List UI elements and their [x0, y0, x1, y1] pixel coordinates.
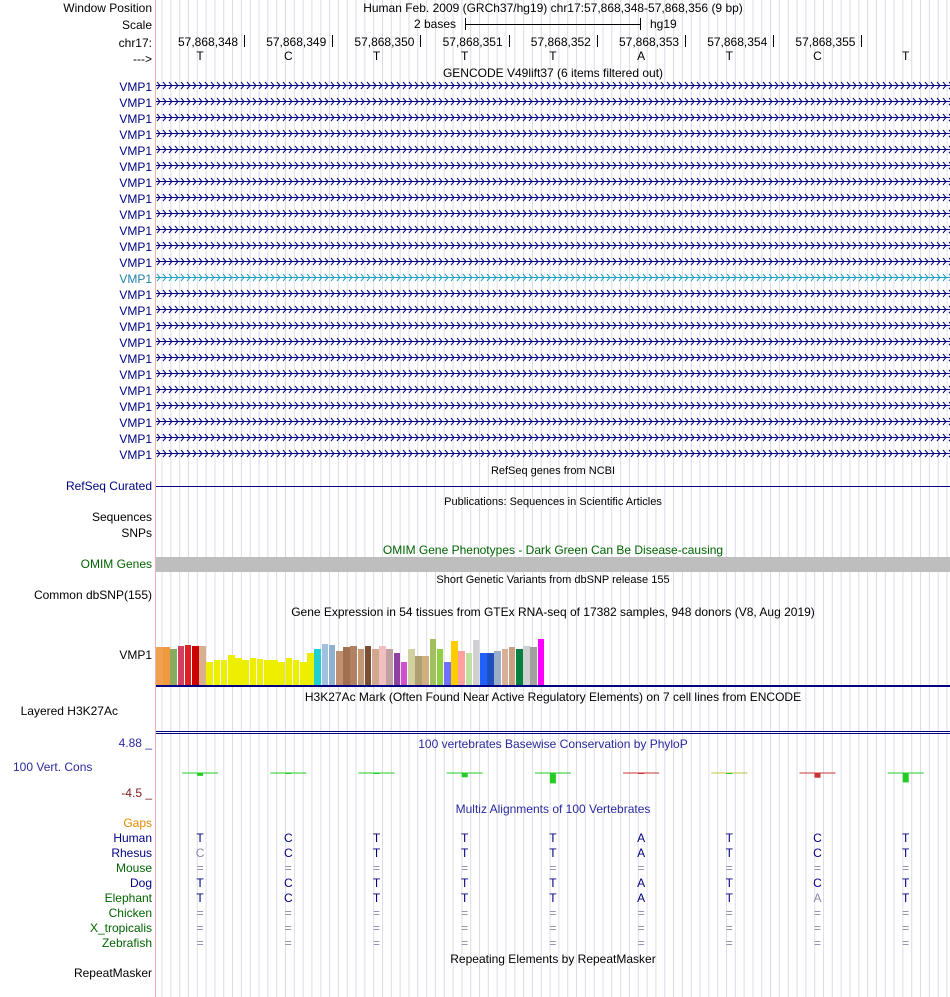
gencode-transcript-feature[interactable]	[156, 145, 950, 154]
h3k27ac-label[interactable]: Layered H3K27Ac	[20, 704, 118, 718]
gtex-title[interactable]: Gene Expression in 54 tissues from GTEx RNA-seq of 17382 samples, 948 donors (V8, Aug 2019)	[291, 605, 815, 619]
gtex-tissue-bar[interactable]	[394, 653, 401, 685]
phylop-score-bar	[197, 773, 203, 776]
multiz-base: C	[813, 846, 822, 860]
gencode-transcript-label[interactable]: VMP1	[119, 448, 152, 462]
gencode-transcript-feature[interactable]	[156, 177, 950, 186]
multiz-base: A	[637, 846, 646, 860]
repeatmasker-title[interactable]: Repeating Elements by RepeatMasker	[450, 952, 656, 966]
phylop-score-bar	[285, 773, 291, 774]
gtex-tissue-bar[interactable]	[451, 641, 458, 685]
multiz-base: =	[637, 906, 645, 920]
base-letter: A	[637, 49, 646, 63]
gencode-transcript-line	[156, 389, 950, 390]
multiz-base: T	[549, 831, 557, 845]
gencode-transcript-label[interactable]: VMP1	[119, 320, 152, 334]
multiz-base: =	[902, 906, 910, 920]
multiz-base: T	[461, 891, 469, 905]
position-label: 57,868,355	[795, 35, 856, 49]
gencode-transcript-label[interactable]: VMP1	[119, 176, 152, 190]
gencode-transcript-label[interactable]: VMP1	[119, 192, 152, 206]
gtex-tissue-bar[interactable]	[430, 639, 437, 685]
omim-label[interactable]: OMIM Genes	[80, 557, 152, 571]
position-label: 57,868,354	[707, 35, 768, 49]
multiz-base: =	[196, 861, 204, 875]
multiz-base: T	[549, 891, 557, 905]
multiz-base: T	[725, 846, 733, 860]
multiz-base: =	[725, 936, 733, 950]
gencode-transcript-label[interactable]: VMP1	[119, 240, 152, 254]
chrom-label: chr17:	[118, 36, 152, 50]
scale-bar	[465, 18, 641, 30]
multiz-base: C	[813, 876, 822, 890]
gencode-transcript-line	[156, 309, 950, 310]
gtex-tissue-bar[interactable]	[192, 646, 199, 685]
multiz-base: =	[725, 906, 733, 920]
gencode-transcript-feature[interactable]	[156, 193, 950, 202]
gencode-transcript-feature[interactable]	[156, 401, 950, 410]
gencode-transcript-line	[156, 181, 950, 182]
phylop-score-bar	[462, 773, 468, 777]
gencode-transcript-label[interactable]: VMP1	[119, 128, 152, 142]
multiz-base: T	[372, 846, 381, 860]
gencode-transcript-feature[interactable]	[156, 417, 950, 426]
dbsnp-title[interactable]: Short Genetic Variants from dbSNP release 155	[436, 574, 670, 586]
position-label: 57,868,349	[266, 35, 327, 49]
h3k27ac-line-2	[156, 733, 950, 734]
gencode-transcript-feature[interactable]	[156, 161, 950, 170]
position-label: 57,868,352	[530, 35, 591, 49]
gencode-transcript-line	[156, 277, 950, 278]
gencode-transcript-feature[interactable]	[156, 273, 950, 282]
multiz-base: C	[195, 846, 205, 860]
gencode-transcript-label[interactable]: VMP1	[119, 160, 152, 174]
h3k27ac-line-1	[156, 731, 950, 732]
gtex-tissue-bar[interactable]	[386, 649, 393, 685]
multiz-base: =	[725, 861, 733, 875]
base-letter: T	[372, 49, 381, 63]
gtex-tissue-bar[interactable]	[163, 647, 170, 685]
gencode-transcript-line	[156, 213, 950, 214]
gtex-tissue-bar[interactable]	[358, 649, 365, 685]
gencode-transcript-label[interactable]: VMP1	[119, 288, 152, 302]
h3k27ac-title[interactable]: H3K27Ac Mark (Often Found Near Active Regulatory Elements) on 7 cell lines from ENCODE	[304, 690, 802, 704]
gencode-transcript-line	[156, 373, 950, 374]
gtex-tissue-bar[interactable]	[538, 639, 545, 685]
track-left-border	[155, 0, 156, 997]
gtex-tissue-bar[interactable]	[286, 658, 293, 685]
multiz-species-label[interactable]: X_tropicalis	[89, 921, 152, 935]
gencode-transcript-line	[156, 261, 950, 262]
base-letter: T	[549, 49, 557, 63]
gtex-tissue-bar[interactable]	[250, 658, 257, 685]
omim-bar[interactable]	[156, 557, 950, 572]
base-letter: T	[461, 49, 469, 63]
multiz-base: T	[902, 891, 910, 905]
gtex-tissue-bar[interactable]	[444, 662, 451, 685]
multiz-base: =	[725, 921, 733, 935]
phylop-score-bar	[903, 773, 909, 782]
position-tick	[685, 35, 686, 47]
gencode-transcript-line	[156, 341, 950, 342]
gtex-tissue-bar[interactable]	[530, 647, 537, 685]
multiz-base: T	[902, 846, 910, 860]
gtex-expression-chart[interactable]	[156, 620, 556, 685]
gencode-transcript-label[interactable]: VMP1	[119, 112, 152, 126]
base-letter: C	[283, 49, 293, 63]
dbsnp-label[interactable]: Common dbSNP(155)	[33, 588, 152, 602]
multiz-base: T	[902, 831, 910, 845]
gencode-transcript-label[interactable]: VMP1	[119, 432, 152, 446]
multiz-base: T	[549, 876, 557, 890]
gtex-tissue-bar[interactable]	[322, 644, 329, 685]
multiz-base: T	[196, 891, 204, 905]
multiz-base: T	[461, 846, 469, 860]
multiz-base: T	[725, 876, 733, 890]
multiz-species-label[interactable]: Mouse	[115, 861, 152, 875]
phylop-score-bar	[550, 773, 556, 783]
gtex-tissue-bar[interactable]	[473, 640, 480, 685]
gtex-tissue-bar[interactable]	[257, 659, 264, 685]
gencode-transcript-line	[156, 293, 950, 294]
gencode-transcript-feature[interactable]	[156, 305, 950, 314]
gtex-tissue-bar[interactable]	[307, 653, 314, 685]
gtex-tissue-bar[interactable]	[509, 647, 516, 685]
gtex-tissue-bar[interactable]	[170, 649, 177, 685]
multiz-base: =	[902, 936, 910, 950]
position-label: 57,868,348	[178, 35, 239, 49]
gencode-transcript-label[interactable]: VMP1	[119, 384, 152, 398]
refseq-line[interactable]	[156, 486, 950, 487]
gtex-tissue-bar[interactable]	[271, 660, 278, 685]
position-label: 57,868,353	[619, 35, 680, 49]
gtex-tissue-bar[interactable]	[523, 646, 530, 685]
gencode-transcript-feature[interactable]	[156, 433, 950, 442]
position-tick	[597, 35, 598, 47]
multiz-species-label[interactable]: Rhesus	[111, 846, 152, 860]
multiz-base: A	[813, 891, 822, 905]
gencode-transcript-line	[156, 405, 950, 406]
multiz-base: =	[196, 921, 204, 935]
gtex-tissue-bar[interactable]	[502, 649, 509, 685]
gencode-transcript-label[interactable]: VMP1	[119, 336, 152, 350]
multiz-base: =	[813, 861, 821, 875]
gtex-tissue-bar[interactable]	[242, 660, 249, 685]
gtex-tissue-bar[interactable]	[336, 651, 343, 685]
gencode-transcript-feature[interactable]	[156, 385, 950, 394]
gencode-transcript-line	[156, 197, 950, 198]
multiz-base: =	[902, 861, 910, 875]
multiz-base: T	[372, 831, 381, 845]
multiz-base: =	[637, 936, 645, 950]
gencode-transcript-line	[156, 325, 950, 326]
gencode-transcript-line	[156, 437, 950, 438]
gtex-tissue-bar[interactable]	[206, 662, 213, 685]
repeatmasker-label[interactable]: RepeatMasker	[73, 966, 152, 980]
gtex-tissue-bar[interactable]	[235, 658, 242, 685]
multiz-base: T	[372, 876, 381, 890]
phylop-label[interactable]: 100 Vert. Cons	[13, 760, 93, 774]
gtex-tissue-bar[interactable]	[401, 662, 408, 685]
gtex-tissue-bar[interactable]	[487, 653, 494, 685]
gtex-tissue-bar[interactable]	[480, 653, 487, 685]
gtex-tissue-bar[interactable]	[214, 660, 221, 685]
multiz-base: T	[196, 876, 204, 890]
multiz-base: =	[461, 906, 469, 920]
gencode-transcript-line	[156, 85, 950, 86]
gtex-tissue-bar[interactable]	[422, 656, 429, 685]
gencode-transcript-line	[156, 453, 950, 454]
gtex-tissue-bar[interactable]	[437, 649, 444, 685]
gencode-transcript-feature[interactable]	[156, 97, 950, 106]
gtex-tissue-bar[interactable]	[329, 645, 336, 685]
gencode-transcript-label[interactable]: VMP1	[119, 208, 152, 222]
gtex-tissue-bar[interactable]	[293, 660, 300, 685]
gencode-transcript-label[interactable]: VMP1	[119, 144, 152, 158]
phylop-score-bar	[374, 773, 380, 774]
gtex-tissue-bar[interactable]	[343, 647, 350, 685]
multiz-species-label[interactable]: Chicken	[108, 906, 152, 920]
phylop-ymin: -4.5 _	[121, 786, 152, 800]
phylop-score-bar	[638, 773, 644, 774]
gtex-tissue-bar[interactable]	[178, 646, 185, 685]
gencode-transcript-label[interactable]: VMP1	[119, 304, 152, 318]
position-tick	[244, 35, 245, 47]
gencode-transcript-line	[156, 149, 950, 150]
gtex-tissue-bar[interactable]	[379, 646, 386, 685]
gencode-transcript-feature[interactable]	[156, 449, 950, 458]
gtex-tissue-bar[interactable]	[458, 651, 465, 685]
multiz-base: T	[461, 831, 469, 845]
multiz-base: T	[461, 876, 469, 890]
gencode-transcript-label[interactable]: VMP1	[119, 80, 152, 94]
multiz-species-label[interactable]: Elephant	[104, 891, 152, 905]
base-letter: C	[813, 49, 822, 63]
gencode-transcript-feature[interactable]	[156, 225, 950, 234]
multiz-base: =	[813, 936, 821, 950]
gencode-transcript-feature[interactable]	[156, 241, 950, 250]
multiz-base: C	[283, 876, 293, 890]
refseq-title[interactable]: RefSeq genes from NCBI	[490, 465, 616, 477]
multiz-base: =	[549, 921, 557, 935]
multiz-base: A	[637, 831, 646, 845]
gencode-transcript-label[interactable]: VMP1	[119, 256, 152, 270]
gencode-transcript-line	[156, 117, 950, 118]
multiz-base: =	[549, 861, 557, 875]
gencode-transcript-line	[156, 245, 950, 246]
multiz-base: =	[813, 906, 821, 920]
gencode-transcript-label[interactable]: VMP1	[119, 224, 152, 238]
gencode-transcript-label[interactable]: VMP1	[119, 352, 152, 366]
scale-text: 2 bases	[414, 17, 457, 31]
multiz-base: =	[196, 936, 204, 950]
base-letter: T	[196, 49, 204, 63]
scale-db: hg19	[650, 17, 677, 31]
window-position-label: Window Position	[63, 1, 152, 15]
gencode-transcript-line	[156, 101, 950, 102]
assembly-title: Human Feb. 2009 (GRCh37/hg19) chr17:57,868,348-57,868,356 (9 bp)	[363, 1, 743, 15]
gencode-transcript-feature[interactable]	[156, 257, 950, 266]
multiz-base: T	[725, 831, 733, 845]
gencode-transcript-label[interactable]: VMP1	[119, 368, 152, 382]
gencode-transcript-feature[interactable]	[156, 289, 950, 298]
multiz-base: =	[637, 921, 645, 935]
gtex-tissue-bar[interactable]	[221, 660, 228, 685]
gtex-tissue-bar[interactable]	[314, 649, 321, 685]
gtex-tissue-bar[interactable]	[228, 655, 235, 685]
multiz-base: A	[637, 891, 646, 905]
phylop-plot[interactable]	[156, 750, 950, 800]
strand-label: --->	[133, 52, 152, 66]
gtex-tissue-bar[interactable]	[199, 646, 206, 685]
gencode-transcript-label[interactable]: VMP1	[119, 272, 152, 286]
multiz-base: =	[372, 906, 380, 920]
base-letter: T	[902, 49, 910, 63]
position-label: 57,868,351	[442, 35, 503, 49]
multiz-base: T	[372, 891, 381, 905]
gtex-tissue-bar[interactable]	[372, 649, 379, 685]
multiz-base: =	[372, 921, 380, 935]
multiz-species-label[interactable]: Zebrafish	[101, 936, 152, 950]
gtex-tissue-bar[interactable]	[365, 646, 372, 685]
gencode-transcript-line	[156, 133, 950, 134]
gencode-transcript-feature[interactable]	[156, 337, 950, 346]
gtex-gene-label[interactable]: VMP1	[119, 648, 152, 662]
multiz-base: T	[902, 876, 910, 890]
multiz-base: =	[284, 936, 292, 950]
gencode-transcript-line	[156, 229, 950, 230]
gtex-tissue-bar[interactable]	[156, 647, 163, 685]
gencode-transcript-feature[interactable]	[156, 321, 950, 330]
gtex-tissue-bar[interactable]	[185, 645, 192, 685]
gtex-tissue-bar[interactable]	[494, 651, 501, 685]
multiz-base: =	[284, 861, 292, 875]
gtex-tissue-bar[interactable]	[466, 653, 473, 685]
multiz-base: =	[637, 861, 645, 875]
multiz-base: =	[813, 921, 821, 935]
multiz-base: T	[725, 891, 733, 905]
gencode-transcript-line	[156, 421, 950, 422]
base-letter: T	[725, 49, 733, 63]
gencode-transcript-feature[interactable]	[156, 129, 950, 138]
multiz-base: =	[902, 921, 910, 935]
multiz-base: T	[549, 846, 557, 860]
multiz-base: C	[813, 831, 822, 845]
multiz-title[interactable]: Multiz Alignments of 100 Vertebrates	[455, 802, 651, 816]
gencode-transcript-line	[156, 357, 950, 358]
gtex-tissue-bar[interactable]	[415, 656, 422, 685]
multiz-base: C	[283, 891, 293, 905]
gtex-tissue-bar[interactable]	[300, 662, 307, 685]
gencode-transcript-label[interactable]: VMP1	[119, 96, 152, 110]
gtex-tissue-bar[interactable]	[408, 649, 415, 685]
phylop-score-bar	[815, 773, 821, 778]
scale-label: Scale	[121, 18, 152, 32]
gencode-transcript-feature[interactable]	[156, 353, 950, 362]
gtex-tissue-bar[interactable]	[264, 660, 271, 685]
gencode-transcript-feature[interactable]	[156, 209, 950, 218]
gtex-tissue-bar[interactable]	[350, 646, 357, 685]
multiz-base: C	[283, 846, 293, 860]
multiz-base: =	[461, 936, 469, 950]
multiz-base: C	[283, 831, 293, 845]
multiz-species-label[interactable]: Human	[113, 831, 152, 845]
gencode-transcript-feature[interactable]	[156, 369, 950, 378]
multiz-base: =	[196, 906, 204, 920]
position-tick	[332, 35, 333, 47]
gtex-tissue-bar[interactable]	[516, 649, 523, 685]
refseq-label[interactable]: RefSeq Curated	[65, 479, 152, 493]
position-tick	[773, 35, 774, 47]
gtex-baseline	[156, 685, 950, 687]
omim-title[interactable]: OMIM Gene Phenotypes - Dark Green Can Be Disease-causing	[382, 543, 724, 557]
publications-snps-label[interactable]: SNPs	[121, 526, 152, 540]
gencode-title[interactable]: GENCODE V49lift37 (6 items filtered out)	[442, 66, 664, 80]
multiz-base: A	[637, 876, 646, 890]
multiz-base: =	[284, 921, 292, 935]
multiz-base: =	[461, 921, 469, 935]
phylop-title[interactable]: 100 vertebrates Basewise Conservation by PhyloP	[418, 737, 688, 751]
gencode-transcript-label[interactable]: VMP1	[119, 416, 152, 430]
multiz-gaps-label[interactable]: Gaps	[123, 816, 152, 830]
multiz-base: =	[372, 936, 380, 950]
phylop-ymax: 4.88 _	[118, 736, 152, 750]
multiz-base: =	[372, 861, 380, 875]
multiz-base: =	[549, 906, 557, 920]
publications-sequences-label[interactable]: Sequences	[91, 510, 152, 524]
multiz-base: =	[461, 861, 469, 875]
position-tick	[509, 35, 510, 47]
gencode-transcript-label[interactable]: VMP1	[119, 400, 152, 414]
multiz-base: T	[196, 831, 204, 845]
multiz-base: =	[549, 936, 557, 950]
gencode-transcript-line	[156, 165, 950, 166]
gencode-transcript-feature[interactable]	[156, 81, 950, 90]
multiz-base: =	[284, 906, 292, 920]
gtex-tissue-bar[interactable]	[278, 662, 285, 685]
position-tick	[420, 35, 421, 47]
multiz-species-label[interactable]: Dog	[129, 876, 152, 890]
gencode-transcript-feature[interactable]	[156, 113, 950, 122]
phylop-score-bar	[726, 773, 732, 774]
position-label: 57,868,350	[354, 35, 415, 49]
position-tick	[861, 35, 862, 47]
publications-title[interactable]: Publications: Sequences in Scientific Articles	[444, 496, 662, 508]
